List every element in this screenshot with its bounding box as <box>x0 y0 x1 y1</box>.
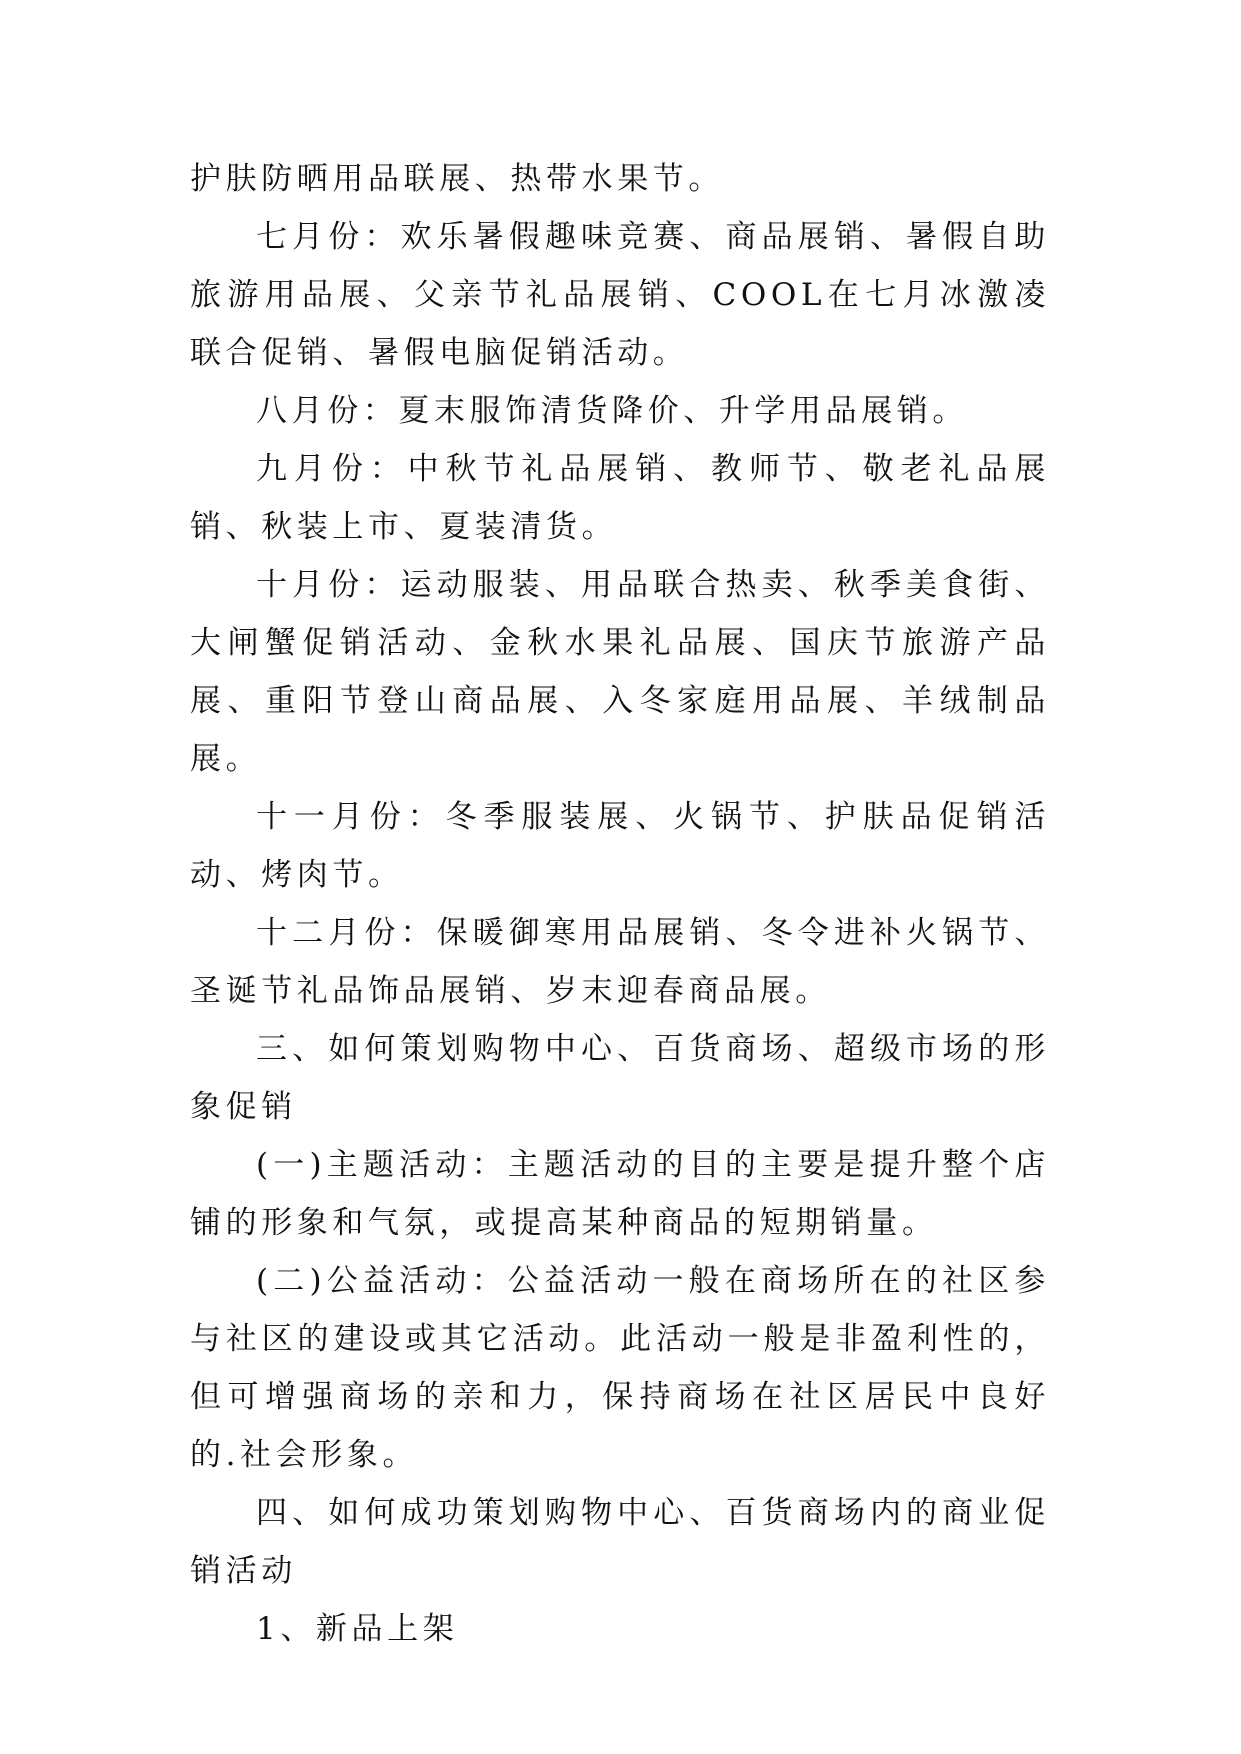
section-heading-three: 三、如何策划购物中心、百货商场、超级市场的形象促销 <box>190 1031 1050 1125</box>
paragraph-december: 十二月份：保暖御寒用品展销、冬令进补火锅节、圣诞节礼品饰品展销、岁末迎春商品展。 <box>190 915 1050 1009</box>
paragraph-november: 十一月份：冬季服装展、火锅节、护肤品促销活动、烤肉节。 <box>190 799 1050 893</box>
document-body <box>190 150 1050 1658</box>
paragraph-august: 八月份：夏末服饰清货降价、升学用品展销。 <box>256 393 968 429</box>
paragraph-theme-activity: (一)主题活动：主题活动的目的主要是提升整个店铺的形象和气氛，或提高某种商品的短期销量。 <box>190 1147 1050 1241</box>
paragraph-september: 九月份：中秋节礼品展销、教师节、敬老礼品展销、秋装上市、夏装清货。 <box>190 451 1050 545</box>
paragraph-july: 七月份：欢乐暑假趣味竞赛、商品展销、暑假自助旅游用品展、父亲节礼品展销、COOL在七月冰激凌联合促销、暑假电脑促销活动。 <box>190 219 1050 371</box>
subheading-new-products: 1、新品上架 <box>256 1611 459 1647</box>
paragraph-1: 护肤防晒用品联展、热带水果节。 <box>190 161 724 197</box>
paragraph-october: 十月份：运动服装、用品联合热卖、秋季美食街、大闸蟹促销活动、金秋水果礼品展、国庆节旅游产品展、重阳节登山商品展、入冬家庭用品展、羊绒制品展。 <box>190 567 1050 777</box>
section-heading-four: 四、如何成功策划购物中心、百货商场内的商业促销活动 <box>190 1495 1050 1589</box>
paragraph-public-welfare: (二)公益活动：公益活动一般在商场所在的社区参与社区的建设或其它活动。此活动一般是非盈利性的，但可增强商场的亲和力，保持商场在社区居民中良好的.社会形象。 <box>190 1263 1050 1473</box>
